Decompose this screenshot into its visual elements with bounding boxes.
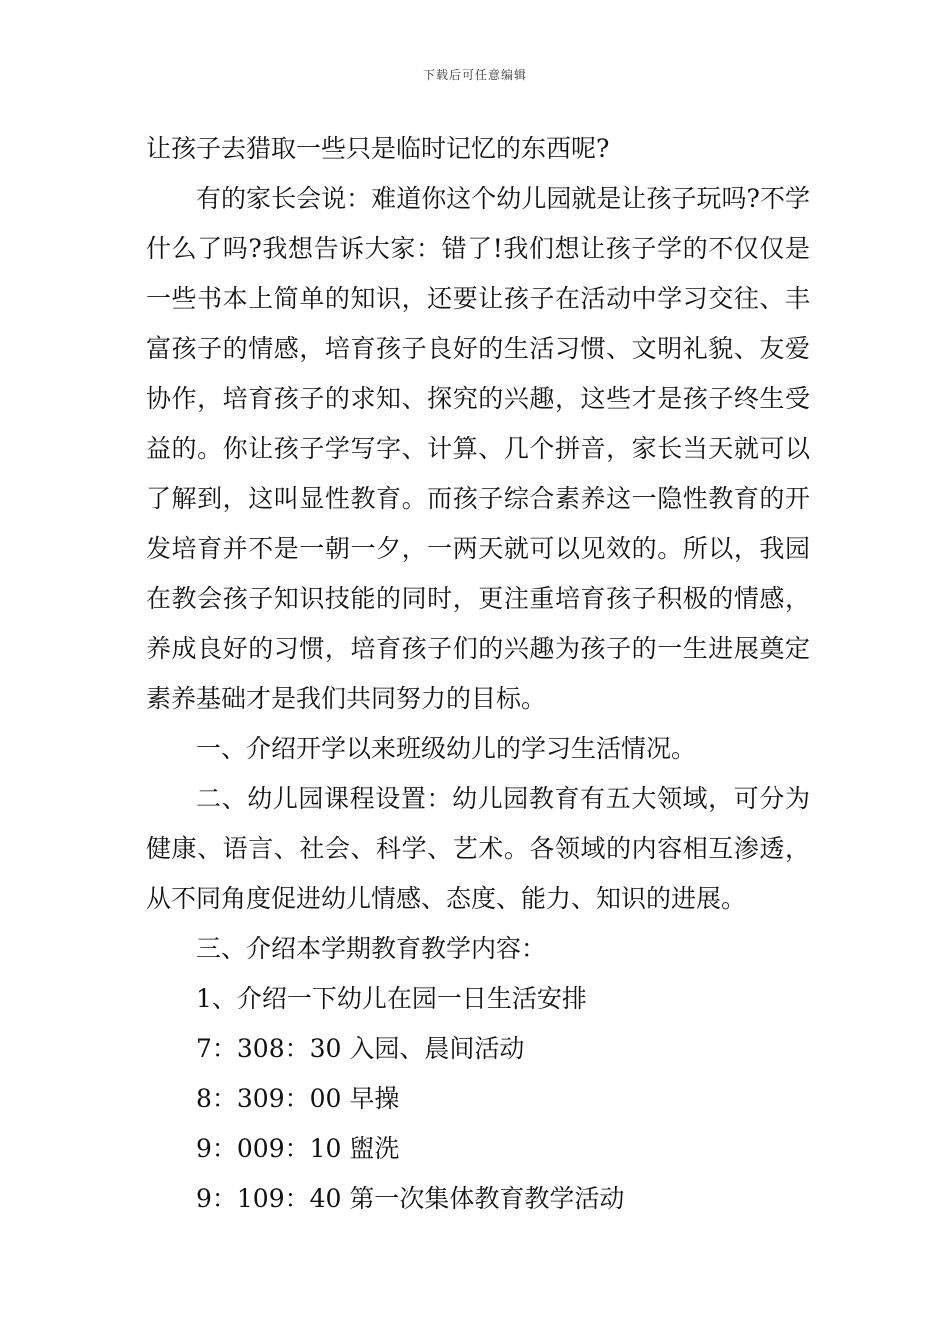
paragraph-parent-question: 有的家长会说：难道你这个幼儿园就是让孩子玩吗?不学什么了吗?我想告诉大家：错了!我们想让孩子学的不仅仅是一些书本上简单的知识，还要让孩子在活动中学习交往、丰富孩子的情感，培育孩子良好的生活习惯、文明礼貌、友爱协作，培育孩子的求知、探究的兴趣，这些才是孩子终生受益的。你让孩子学写字、计算、几个拼音，家长当天就可以了解到，这叫显性教育。而孩子综合素养这一隐性教育的开发培育并不是一朝一夕，一两天就可以见效的。所以，我园在教会孩子知识技能的同时，更注重培育孩子积极的情感，养成良好的习惯，培育孩子们的兴趣为孩子的一生进展奠定素养基础才是我们共同努力的目标。 (146, 184, 810, 713)
schedule-item: 7：308：30 入园、晨间活动 (196, 1034, 525, 1063)
schedule-item: 9：009：10 盥洗 (196, 1134, 400, 1163)
paragraph-section-one: 一、介绍开学以来班级幼儿的学习生活情况。 (196, 734, 697, 763)
page-header: 下载后可任意编辑 (422, 68, 527, 82)
paragraph-daily-schedule-intro: 1、介绍一下幼儿在园一日生活安排 (196, 984, 587, 1013)
paragraph-section-three: 三、介绍本学期教育教学内容： (196, 934, 547, 963)
paragraph-section-two: 二、幼儿园课程设置：幼儿园教育有五大领域，可分为健康、语言、社会、科学、艺术。各领域的内容相互渗透，从不同角度促进幼儿情感、态度、能力、知识的进展。 (146, 784, 810, 913)
paragraph-continuation: 让孩子去猎取一些只是临时记忆的东西呢? (146, 134, 610, 163)
schedule-item: 9：109：40 第一次集体教育教学活动 (196, 1184, 625, 1213)
document-body (146, 124, 810, 1224)
schedule-item: 8：309：00 早操 (196, 1084, 400, 1113)
